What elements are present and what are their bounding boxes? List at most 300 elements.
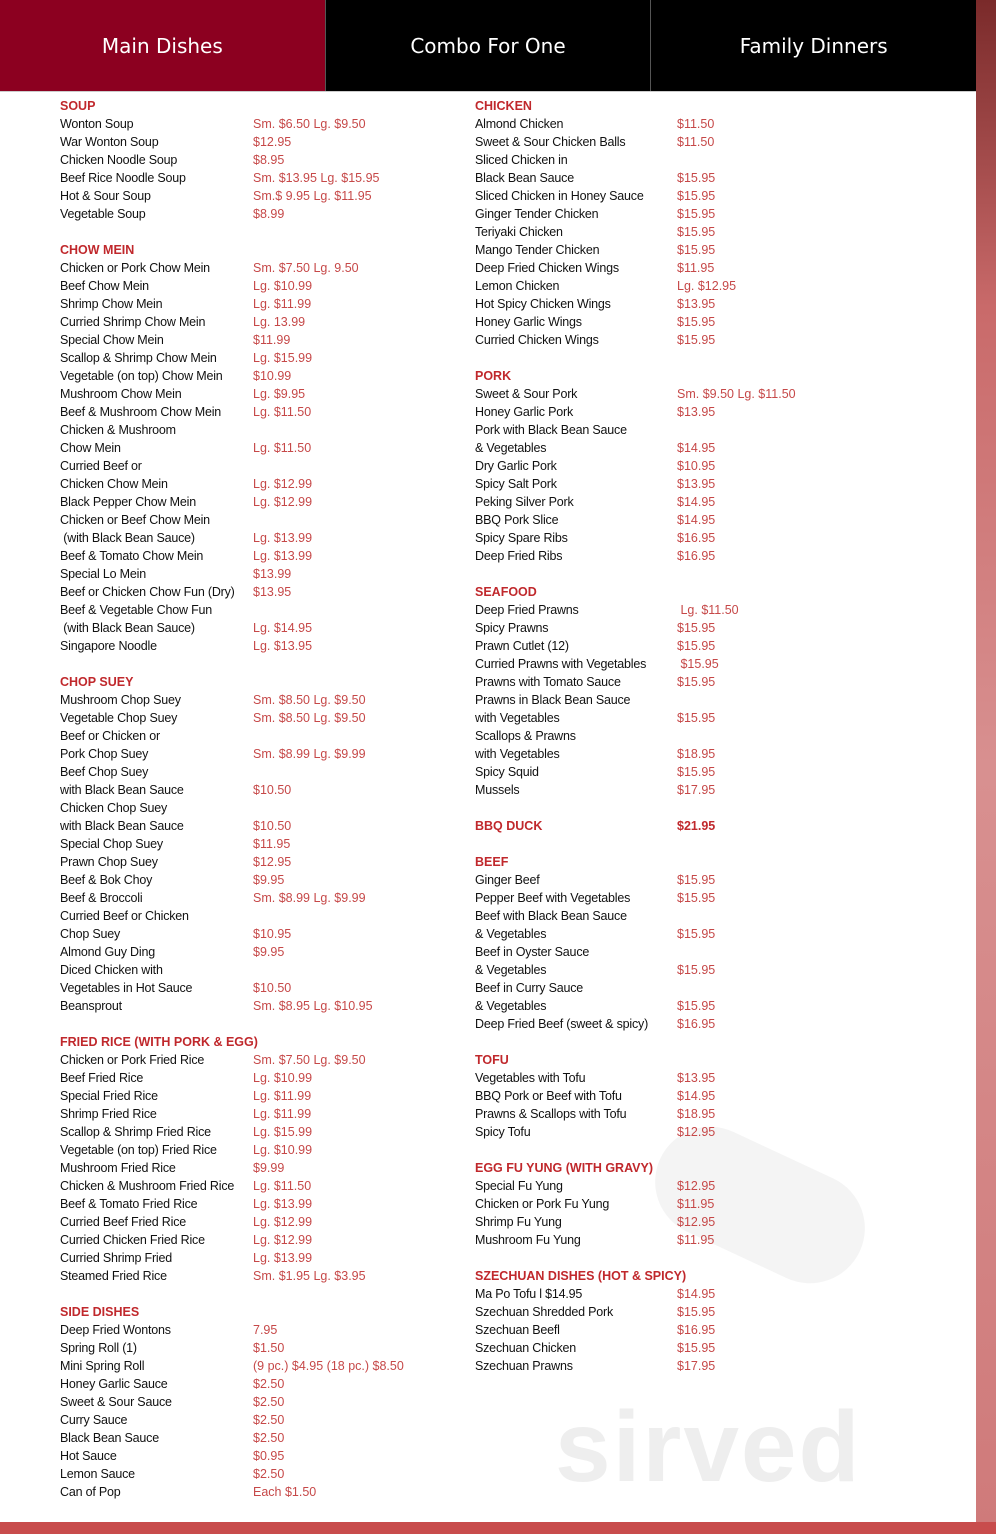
menu-item: [475, 907, 686, 925]
menu-item: [475, 889, 716, 907]
item-price: Lg. $13.99: [253, 1197, 313, 1211]
item-name: Pork Chop Suey: [60, 747, 149, 761]
item-price: Sm. $8.99 Lg. $9.99: [253, 747, 366, 761]
item-price: $8.95: [253, 153, 285, 167]
item-price: $14.95: [677, 1089, 716, 1103]
section-heading: [475, 367, 686, 385]
item-name: Spicy Tofu: [475, 1125, 531, 1139]
item-name: Curried Prawns with Vegetables: [475, 657, 647, 671]
menu-item: [60, 871, 285, 889]
item-price: $13.95: [677, 477, 716, 491]
item-price: Lg. $10.99: [253, 279, 313, 293]
spacer: [475, 1249, 686, 1267]
menu-item: [475, 241, 716, 259]
item-name: Scallop & Shrimp Chow Mein: [60, 351, 217, 365]
item-name: Ma Po Tofu l $14.95: [475, 1287, 583, 1301]
menu-item: [60, 1447, 285, 1465]
menu-item: [60, 1213, 313, 1231]
menu-item: [60, 259, 359, 277]
menu-item: [475, 1177, 716, 1195]
item-name: Mushroom Chow Mein: [60, 387, 182, 401]
menu-item: [60, 1429, 285, 1447]
section-title: SOUP: [60, 99, 96, 113]
menu-item: [60, 457, 258, 475]
menu-item: [60, 547, 313, 565]
menu-item: [60, 1159, 285, 1177]
menu-item: [475, 223, 716, 241]
menu-item: [60, 385, 306, 403]
item-price: $14.95: [677, 513, 716, 527]
menu-item: [60, 961, 258, 979]
item-name: Chicken or Pork Fried Rice: [60, 1053, 205, 1067]
item-price: $15.95: [677, 891, 716, 905]
menu-item: [60, 583, 292, 601]
item-price: Lg. $12.99: [253, 477, 313, 491]
item-name: Special Lo Mein: [60, 567, 146, 581]
menu-item: [60, 997, 373, 1015]
section-title: BBQ DUCK: [475, 819, 543, 833]
footer-bar: [0, 1522, 996, 1534]
menu-item: [475, 133, 715, 151]
menu-item: [475, 1123, 716, 1141]
item-price: Sm. $6.50 Lg. $9.50: [253, 117, 366, 131]
section-title: CHOW MEIN: [60, 243, 135, 257]
menu-item: [60, 151, 285, 169]
spacer: [60, 1285, 258, 1303]
item-name: Beef & Broccoli: [60, 891, 143, 905]
menu-item: [60, 421, 258, 439]
item-name: Prawn Chop Suey: [60, 855, 158, 869]
menu-item: [60, 1339, 285, 1357]
menu-item: [60, 979, 292, 997]
item-name: Mushroom Chop Suey: [60, 693, 181, 707]
tab-main-dishes[interactable]: Main Dishes: [0, 0, 325, 91]
item-price: Lg. $12.99: [253, 1215, 313, 1229]
item-name: Mushroom Fried Rice: [60, 1161, 176, 1175]
menu-item: [60, 1375, 285, 1393]
spacer: [60, 655, 258, 673]
menu-item: [475, 655, 719, 673]
item-price: $2.50: [253, 1377, 285, 1391]
section-title: TOFU: [475, 1053, 509, 1067]
item-price: Sm. $7.50 Lg. $9.50: [253, 1053, 366, 1067]
item-name: Vegetables in Hot Sauce: [60, 981, 193, 995]
item-name: Beef Fried Rice: [60, 1071, 144, 1085]
menu-item: [475, 547, 716, 565]
menu-item: [60, 511, 258, 529]
item-price: $2.50: [253, 1395, 285, 1409]
item-price: $12.95: [253, 135, 292, 149]
item-price: $10.99: [253, 369, 292, 383]
item-name: Deep Fried Beef (sweet & spicy): [475, 1017, 649, 1031]
menu-item: [475, 1105, 716, 1123]
item-name: Szechuan Beefl: [475, 1323, 560, 1337]
item-name: Beef & Vegetable Chow Fun: [60, 603, 213, 617]
item-price: Lg. $11.50: [253, 441, 312, 455]
item-name: with Vegetables: [475, 711, 560, 725]
item-name: War Wonton Soup: [60, 135, 159, 149]
menu-item: [60, 691, 366, 709]
item-name: Honey Garlic Wings: [475, 315, 582, 329]
menu-item: [475, 763, 716, 781]
item-name: Teriyaki Chicken: [475, 225, 563, 239]
item-name: Vegetable (on top) Fried Rice: [60, 1143, 217, 1157]
item-name: Lemon Chicken: [475, 279, 560, 293]
item-name: Chicken or Pork Fu Yung: [475, 1197, 610, 1211]
menu-item: [475, 187, 716, 205]
item-price: $12.95: [253, 855, 292, 869]
item-price: $15.95: [677, 225, 716, 239]
item-name: Prawns with Tomato Sauce: [475, 675, 621, 689]
item-name: Beef or Chicken Chow Fun (Dry): [60, 585, 235, 599]
menu-item: [475, 943, 686, 961]
item-price: $18.95: [677, 747, 716, 761]
menu-item: [60, 835, 291, 853]
item-price: Lg. 13.99: [253, 315, 306, 329]
menu-item: [475, 421, 686, 439]
item-price: $9.95: [253, 873, 285, 887]
menu-item: [60, 493, 313, 511]
item-name: Spicy Squid: [475, 765, 539, 779]
menu-item: [475, 709, 716, 727]
item-name: Lemon Sauce: [60, 1467, 135, 1481]
item-price: Lg. $11.99: [253, 1089, 312, 1103]
menu-item: [60, 943, 285, 961]
menu-item: [60, 1357, 404, 1375]
item-name: Beef with Black Bean Sauce: [475, 909, 627, 923]
item-name: Shrimp Chow Mein: [60, 297, 163, 311]
item-name: Deep Fried Prawns: [475, 603, 579, 617]
menu-item: [475, 1231, 715, 1249]
menu-item: [475, 259, 715, 277]
menu-item: [475, 529, 716, 547]
section-heading: [475, 853, 686, 871]
item-name: Mushroom Fu Yung: [475, 1233, 581, 1247]
menu-item: [475, 727, 686, 745]
item-name: Black Pepper Chow Mein: [60, 495, 196, 509]
item-price: $16.95: [677, 1017, 716, 1031]
spacer: [475, 799, 686, 817]
item-price: $15.95: [677, 171, 716, 185]
menu-item: [60, 1087, 312, 1105]
menu-item: [60, 727, 258, 745]
item-name: Special Chop Suey: [60, 837, 163, 851]
menu-item: [60, 817, 292, 835]
item-name: Szechuan Shredded Pork: [475, 1305, 614, 1319]
menu-item: [475, 997, 716, 1015]
item-price: $13.95: [677, 1071, 716, 1085]
section-heading: [60, 97, 258, 115]
item-name: Beef or Chicken or: [60, 729, 160, 743]
item-price: Sm. $8.99 Lg. $9.99: [253, 891, 366, 905]
menu-item: [475, 457, 716, 475]
menu-item: [60, 115, 366, 133]
item-name: Black Bean Sauce: [475, 171, 574, 185]
menu-item: [60, 349, 313, 367]
item-price: $13.95: [677, 405, 716, 419]
item-price: Lg. $9.95: [253, 387, 306, 401]
item-name: Chop Suey: [60, 927, 121, 941]
section-heading: [475, 1267, 686, 1285]
item-price: Lg. $11.50: [253, 405, 312, 419]
item-name: Special Fu Yung: [475, 1179, 563, 1193]
item-price: Lg. $13.99: [253, 531, 313, 545]
item-price: Sm. $8.50 Lg. $9.50: [253, 711, 366, 725]
menu-item: [60, 367, 292, 385]
item-price: $2.50: [253, 1431, 285, 1445]
section-title: SEAFOOD: [475, 585, 537, 599]
menu-item: [60, 1465, 285, 1483]
menu-item: [60, 619, 313, 637]
item-name: Curried Shrimp Fried: [60, 1251, 173, 1265]
item-name: Spicy Prawns: [475, 621, 549, 635]
item-name: Dry Garlic Pork: [475, 459, 557, 473]
item-name: Hot Spicy Chicken Wings: [475, 297, 611, 311]
item-price: $15.95: [677, 1305, 716, 1319]
item-name: BBQ Pork or Beef with Tofu: [475, 1089, 622, 1103]
item-name: Spring Roll (1): [60, 1341, 137, 1355]
section-title: FRIED RICE (WITH PORK & EGG): [60, 1035, 258, 1049]
item-name: Can of Pop: [60, 1485, 121, 1499]
item-price: $1.50: [253, 1341, 285, 1355]
menu-tabs: [0, 0, 976, 92]
menu-item: [475, 1357, 716, 1375]
menu-item: [60, 1249, 313, 1267]
item-name: Chicken & Mushroom Fried Rice: [60, 1179, 235, 1193]
item-price: $17.95: [677, 1359, 716, 1373]
item-name: Singapore Noodle: [60, 639, 157, 653]
item-name: Ginger Tender Chicken: [475, 207, 599, 221]
item-name: Chicken or Pork Chow Mein: [60, 261, 210, 275]
item-price: Lg. $10.99: [253, 1143, 313, 1157]
item-name: Black Bean Sauce: [60, 1431, 159, 1445]
menu-item: [475, 871, 716, 889]
menu-item: [60, 781, 292, 799]
item-name: Prawn Cutlet (12): [475, 639, 569, 653]
spacer: [475, 1033, 686, 1051]
item-price: $11.95: [677, 1197, 715, 1211]
item-name: Spicy Spare Ribs: [475, 531, 568, 545]
menu-item: [475, 781, 716, 799]
item-name: & Vegetables: [475, 441, 547, 455]
item-price: Lg. $11.50: [253, 1179, 312, 1193]
item-name: Vegetable Soup: [60, 207, 146, 221]
menu-item: [475, 385, 796, 403]
item-price: Sm. $9.50 Lg. $11.50: [677, 387, 796, 401]
spacer: [475, 1141, 686, 1159]
menu-item: [475, 511, 716, 529]
item-name: Honey Garlic Pork: [475, 405, 574, 419]
menu-item: [475, 637, 716, 655]
item-price: $15.95: [677, 621, 716, 635]
item-name: (with Black Bean Sauce): [60, 531, 195, 545]
menu-item: [60, 637, 313, 655]
menu-item: [475, 961, 716, 979]
menu-item: [60, 529, 313, 547]
section-title: CHOP SUEY: [60, 675, 134, 689]
item-price: (9 pc.) $4.95 (18 pc.) $8.50: [253, 1359, 404, 1373]
item-name: Pepper Beef with Vegetables: [475, 891, 631, 905]
menu-item: [60, 277, 313, 295]
menu-item: [475, 619, 716, 637]
item-price: $11.50: [677, 117, 715, 131]
item-name: Vegetables with Tofu: [475, 1071, 586, 1085]
item-name: Chicken Chow Mein: [60, 477, 168, 491]
menu-item: [475, 277, 737, 295]
menu-item: [475, 439, 716, 457]
tab-family-dinners[interactable]: Family Dinners: [650, 0, 976, 91]
item-name: Beef in Curry Sauce: [475, 981, 584, 995]
item-name: Spicy Salt Pork: [475, 477, 557, 491]
item-price: Lg. $13.99: [253, 1251, 313, 1265]
item-price: $16.95: [677, 1323, 716, 1337]
menu-item: [475, 673, 716, 691]
item-name: Beef Chow Mein: [60, 279, 149, 293]
item-name: Chicken or Beef Chow Mein: [60, 513, 210, 527]
menu-item: [475, 313, 716, 331]
menu-item: [475, 475, 716, 493]
menu-item: [60, 853, 292, 871]
menu-item: [60, 187, 372, 205]
sirved-watermark: sirved: [555, 1391, 862, 1503]
item-price: $15.95: [677, 315, 716, 329]
menu-item: [60, 1411, 285, 1429]
section-title: SZECHUAN DISHES (HOT & SPICY): [475, 1269, 687, 1283]
item-price: $0.95: [253, 1449, 285, 1463]
item-price: $14.95: [677, 441, 716, 455]
item-name: Beef Chop Suey: [60, 765, 149, 779]
item-name: Chicken Noodle Soup: [60, 153, 178, 167]
item-name: Deep Fried Wontons: [60, 1323, 171, 1337]
menu-item: [475, 295, 716, 313]
menu-item: [60, 1177, 312, 1195]
section-heading: [60, 673, 258, 691]
menu-item: [475, 115, 715, 133]
item-price: $15.95: [677, 1341, 716, 1355]
menu-item: [475, 1321, 716, 1339]
item-name: Szechuan Chicken: [475, 1341, 577, 1355]
menu-item: [60, 601, 258, 619]
item-name: Beef & Bok Choy: [60, 873, 153, 887]
item-price: $16.95: [677, 549, 716, 563]
menu-item: [60, 565, 292, 583]
menu-item: [60, 439, 312, 457]
item-price: $2.50: [253, 1413, 285, 1427]
item-price: Lg. $12.99: [253, 495, 313, 509]
item-price: $9.95: [253, 945, 285, 959]
item-name: Curried Chicken Wings: [475, 333, 599, 347]
menu-item: [475, 601, 739, 619]
menu-item: [475, 1069, 716, 1087]
menu-item: [60, 1123, 313, 1141]
menu-item: [60, 331, 291, 349]
item-price: $15.95: [677, 675, 716, 689]
item-price: $9.99: [253, 1161, 285, 1175]
menu-item: [475, 925, 716, 943]
menu-item: [475, 1303, 716, 1321]
spacer: [475, 565, 686, 583]
menu-column-left: [60, 97, 404, 1501]
item-price: $11.99: [253, 333, 291, 347]
item-name: Shrimp Fried Rice: [60, 1107, 157, 1121]
menu-item: [60, 763, 258, 781]
item-name: Sliced Chicken in: [475, 153, 568, 167]
item-price: $12.95: [677, 1179, 716, 1193]
section-heading: [475, 1051, 686, 1069]
item-price: $17.95: [677, 783, 716, 797]
menu-item: [475, 205, 716, 223]
menu-item: [60, 1069, 313, 1087]
menu-item: [475, 1339, 716, 1357]
item-name: Almond Chicken: [475, 117, 564, 131]
menu-item: [60, 1051, 366, 1069]
item-name: Curry Sauce: [60, 1413, 128, 1427]
item-price: 7.95: [253, 1323, 278, 1337]
item-price: $12.95: [677, 1125, 716, 1139]
item-name: Steamed Fried Rice: [60, 1269, 167, 1283]
item-name: & Vegetables: [475, 927, 547, 941]
item-name: & Vegetables: [475, 999, 547, 1013]
item-name: Vegetable Chop Suey: [60, 711, 178, 725]
item-name: Special Fried Rice: [60, 1089, 158, 1103]
item-price: Lg. $15.99: [253, 351, 313, 365]
item-price: Sm. $1.95 Lg. $3.95: [253, 1269, 366, 1283]
item-price: $11.95: [253, 837, 291, 851]
item-name: Honey Garlic Sauce: [60, 1377, 168, 1391]
menu-item: [60, 709, 366, 727]
menu-item: [60, 1231, 313, 1249]
menu-item: [475, 331, 716, 349]
item-price: Lg. $15.99: [253, 1125, 313, 1139]
menu-item: [60, 907, 258, 925]
menu-item: [60, 799, 258, 817]
item-name: Sweet & Sour Pork: [475, 387, 578, 401]
tab-combo-for-one[interactable]: Combo For One: [325, 0, 651, 91]
item-name: Peking Silver Pork: [475, 495, 574, 509]
item-price: $15.95: [677, 207, 716, 221]
spacer: [475, 349, 686, 367]
item-name: Mussels: [475, 783, 520, 797]
section-heading: [475, 1159, 686, 1177]
item-name: Curried Chicken Fried Rice: [60, 1233, 205, 1247]
item-price: $15.95: [677, 657, 719, 671]
menu-item: [475, 1195, 715, 1213]
item-price: Sm.$ 9.95 Lg. $11.95: [253, 189, 372, 203]
item-price: $15.95: [677, 963, 716, 977]
item-name: Scallops & Prawns: [475, 729, 576, 743]
item-price: $10.95: [677, 459, 716, 473]
item-name: Prawns in Black Bean Sauce: [475, 693, 631, 707]
spacer: [475, 835, 686, 853]
item-price: $2.50: [253, 1467, 285, 1481]
item-name: (with Black Bean Sauce): [60, 621, 195, 635]
section-title: PORK: [475, 369, 512, 383]
menu-item: [60, 205, 285, 223]
item-price: Lg. $10.99: [253, 1071, 313, 1085]
item-name: with Black Bean Sauce: [60, 783, 184, 797]
item-name: Prawns & Scallops with Tofu: [475, 1107, 627, 1121]
menu-item: [475, 169, 716, 187]
item-price: $15.95: [677, 765, 716, 779]
spacer: [60, 223, 258, 241]
item-price: Lg. $11.99: [253, 1107, 312, 1121]
item-price: Sm. $8.50 Lg. $9.50: [253, 693, 366, 707]
item-name: Pork with Black Bean Sauce: [475, 423, 627, 437]
menu-item: [60, 1267, 366, 1285]
item-name: Beef & Tomato Chow Mein: [60, 549, 204, 563]
item-price: $18.95: [677, 1107, 716, 1121]
item-name: Mini Spring Roll: [60, 1359, 145, 1373]
